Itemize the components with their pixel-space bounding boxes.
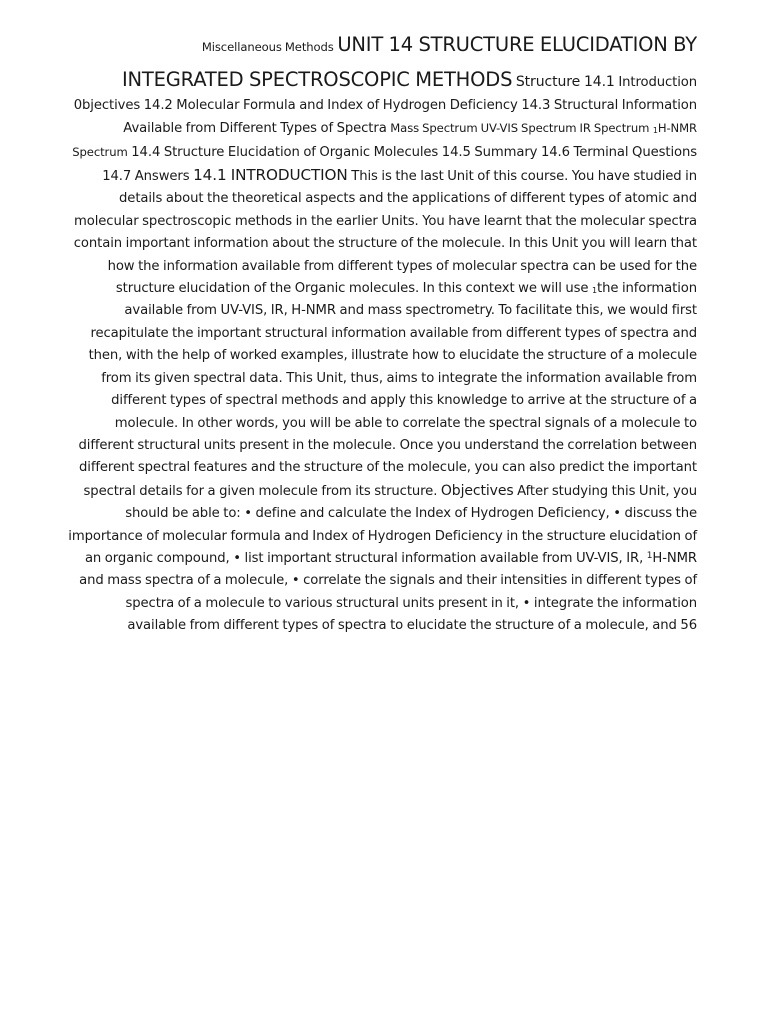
structure-contents-part-2: Mass Spectrum UV-VIS Spectrum IR Spectrum	[390, 121, 650, 136]
objectives-superscript: 1	[646, 550, 653, 561]
structure-label: Structure 14.1	[515, 74, 615, 91]
objectives-paragraph-2: H-NMR and mass spectra of a molecule, • correlate the signals and their intensities in different types of spectra of a molecule to various structural units present in it, • integrate the information available from different types of spectra to elucidate the structure of a molecule, and	[79, 550, 697, 634]
objectives-paragraph-1: After studying this Unit, you should be able to: • define and calculate the Index of Hydrogen Deficiency, • discuss the importance of molecular formula and Index of Hydrogen Deficiency in the structure elucidation of an organic compound, • list important structural information available from UV-VIS, IR,	[68, 483, 697, 566]
running-head: Miscellaneous Methods	[201, 40, 334, 54]
introduction-paragraph-2: the information available from UV-VIS, IR, H-NMR and mass spectrometry. To facilitate this, we would first recapitulate the important structural information available from different types of spectra and then, with the help of worked examples, illustrate how to elucidate the structure of a molecule from its given spectral data. This Unit, thus, aims to integrate the information available from different types of spectral methods and apply this knowledge to arrive at the structure of a molecule. In other words, you will be able to correlate the spectral signals of a molecule to different structural units present in the molecule. Once you understand the correlation between different spectral features and the structure of the molecule, you can also predict the important spectral details for a given molecule from its structure.	[78, 281, 697, 499]
introduction-subscript: 1	[592, 286, 598, 296]
objectives-heading: Objectives	[440, 482, 514, 499]
introduction-heading: 14.1 INTRODUCTION	[193, 166, 348, 185]
page-number: 56	[680, 618, 697, 634]
structure-contents-part-4: 14.4 Structure Elucidation of Organic Molecules 14.5 Summary 14.6 Terminal Questions 14.7 Answers	[102, 144, 697, 185]
unit-title-line-2: INTEGRATED SPECTROSCOPIC METHODS	[121, 68, 513, 92]
unit-title-line-1: UNIT 14 STRUCTURE ELUCIDATION BY	[337, 33, 697, 56]
structure-superscript-1: 1	[652, 126, 658, 136]
introduction-paragraph-1: This is the last Unit of this course. You have studied in details about the theoretical aspects and the applications of different types of atomic and molecular spectroscopic methods in the earlier Units. You have learnt that the molecular spectra contain important information about the structure of the molecule. In this Unit you will learn that how the information available from different types of molecular spectra can be used for the structure elucidation of the Organic molecules. In this context we will use	[73, 169, 697, 297]
structure-contents-part-3: H-NMR Spectrum	[72, 121, 697, 159]
structure-contents-part-1: Introduction 0bjectives 14.2 Molecular Formula and Index of Hydrogen Deficiency 14.3 Structural Information Available from Different Types of Spectra	[73, 75, 697, 137]
document-text-block	[66, 34, 697, 638]
